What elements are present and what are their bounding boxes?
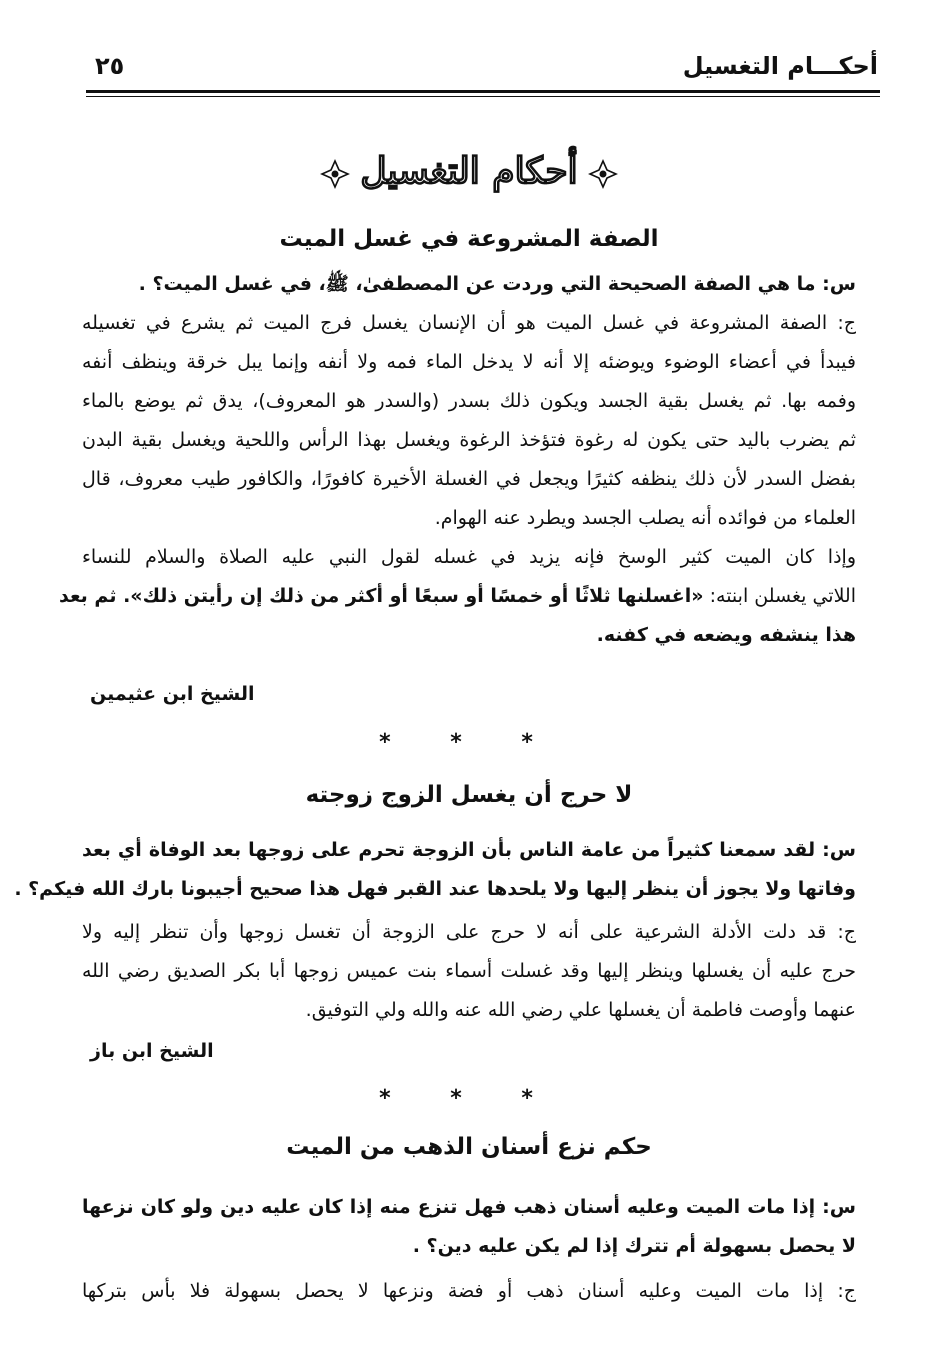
section2-answer: [82, 913, 856, 1030]
section3-answer: [82, 1272, 856, 1311]
answer-line: حرج عليه أن يغسلها وينظر إليها وقد غسلت أسماء بنت عميس زوجها أبا بكر الصديق رضي الله: [82, 960, 856, 982]
answer-line: وفمه بها. ثم يغسل بقية الجسد ويكون ذلك بسدر (والسدر هو المعروف)، يدق ثم يوضع بالماء: [82, 390, 856, 412]
answer-line: هذا ينشفه ويضعه في كفنه.: [596, 624, 856, 646]
book-title: أحكـــام التغسيل: [682, 52, 878, 80]
question-text: س: ما هي الصفة الصحيحة التي وردت عن المصطفىٰ، ﷺ، في غسل الميت؟ .: [138, 273, 856, 295]
section-divider: * * *: [379, 730, 559, 755]
section3-question: [82, 1188, 856, 1266]
running-header: [95, 52, 878, 88]
answer-line: العلماء من فوائده أنه يصلب الجسد ويطرد عنه الهوام.: [434, 507, 856, 529]
question-line: س: لقد سمعنا كثيراً من عامة الناس بأن الزوجة تحرم على زوجها بعد الوفاة أي بعد: [82, 839, 856, 861]
answer-line: ج: الصفة المشروعة في غسل الميت هو أن الإنسان يغسل فرج الميت ثم يشرع في تغسيله: [82, 312, 856, 334]
answer-line: عنهما وأوصت فاطمة أن يغسلها علي رضي الله عنه والله ولي التوفيق.: [305, 999, 856, 1021]
section1-body: [58, 265, 856, 655]
question-line: لا يحصل بسهولة أم تترك إذا لم يكن عليه دين؟ .: [412, 1235, 856, 1257]
signature: الشيخ ابن باز: [90, 1040, 214, 1062]
section-heading: الصفة المشروعة في غسل الميت: [279, 226, 659, 252]
ornament-icon: [588, 159, 618, 189]
question-line: وفاتها ولا يجوز أن ينظر إليها ولا يلحدها عند القبر فهل هذا صحيح أجيبونا بارك الله فيكم؟ .: [14, 878, 856, 900]
answer-line: بفضل السدر لأن ذلك ينظفه كثيرًا ويجعل في الغسلة الأخيرة كافورًا، والكافور طيب معروف، قال: [82, 468, 856, 490]
answer-line: فيبدأ في أعضاء الوضوء ويوضئه إلا أنه لا يدخل الماء فمه ولا أنفه وإنما يبل خرقة وينظف أنفه: [82, 351, 856, 373]
header-rule-thin: [86, 96, 880, 97]
chapter-title-text: أحكام التغسيل: [360, 150, 578, 192]
answer-text: . ثم بعد: [58, 585, 131, 607]
header-rule-thick: [86, 90, 880, 93]
answer-text: اللاتي يغسلن ابنته:: [703, 585, 856, 607]
answer-line: ثم يضرب باليد حتى يكون له رغوة فتؤخذ الرغوة ويغسل بهذا الرأس واللحية ويغسل بقية البدن: [82, 429, 856, 451]
answer-line: وإذا كان الميت كثير الوسخ فإنه يزيد في غسله لقول النبي عليه الصلاة والسلام للنساء: [82, 546, 856, 568]
section-heading: حكم نزع أسنان الذهب من الميت: [286, 1134, 652, 1160]
page-number: ٢٥: [95, 52, 125, 80]
chapter-title: [0, 150, 938, 192]
signature: الشيخ ابن عثيمين: [90, 683, 255, 705]
answer-line: ج: إذا مات الميت وعليه أسنان ذهب أو فضة ونزعها لا يحصل بسهولة فلا بأس بتركها: [82, 1280, 856, 1302]
answer-line: ج: قد دلت الأدلة الشرعية على أنه لا حرج على الزوجة أن تغسل زوجها وأن تنظر إليه ولا: [82, 921, 856, 943]
section2-question: [14, 831, 856, 909]
hadith-quote: «اغسلنها ثلاثًا أو خمسًا أو سبعًا أو أكثر من ذلك إن رأيتن ذلك»: [130, 585, 704, 607]
question-line: س: إذا مات الميت وعليه أسنان ذهب فهل تنزع منه إذا كان عليه دين ولو كان نزعها: [82, 1196, 856, 1218]
ornament-icon: [320, 159, 350, 189]
answer-line: [58, 577, 856, 616]
section-heading: لا حرج أن يغسل الزوج زوجته: [305, 782, 633, 808]
section-divider: * * *: [379, 1086, 559, 1111]
